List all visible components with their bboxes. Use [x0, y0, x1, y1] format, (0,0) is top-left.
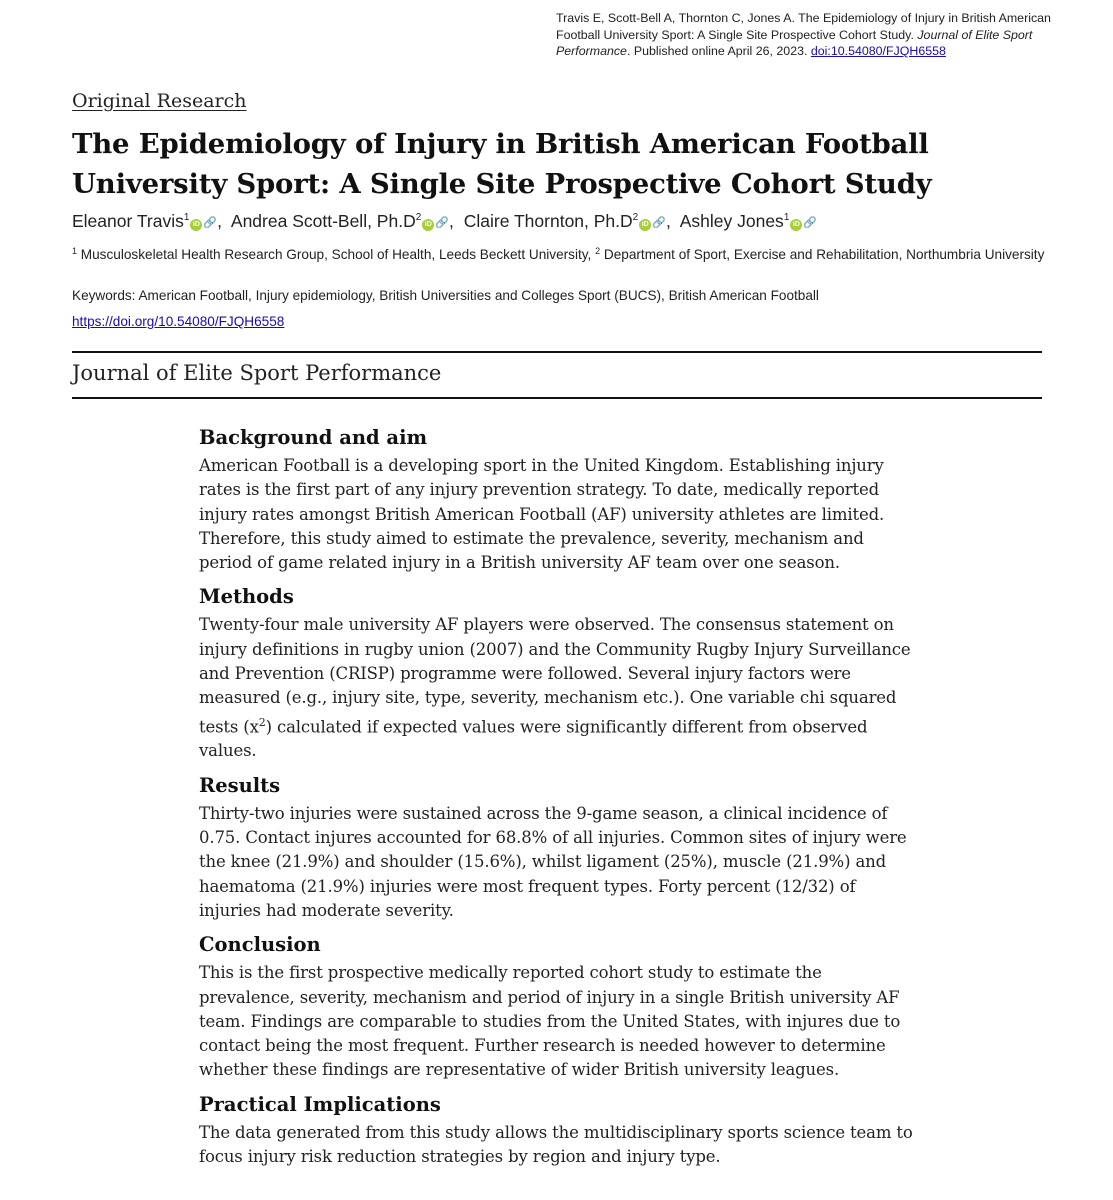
link-icon[interactable]: 🔗	[435, 217, 449, 229]
orcid-icon[interactable]: iD	[639, 219, 651, 231]
section-heading: Methods	[199, 585, 294, 609]
section-body: The data generated from this study allows the multidisciplinary sports science team to focus injury risk reduction strategies by region and injury type.	[199, 1122, 913, 1167]
section-body: Thirty-two injuries were sustained across the 9-game season, a clinical incidence of 0.75. Contact injures accounted for 68.8% of all injuries. Common sites of injury were the knee (21.9%) and shoulder (15.6%), whilst ligament (25%), muscle (21.9%) and haematoma (21.9%) injuries were most frequent types. Forty percent (12/32) of injuries had moderate severity.	[199, 803, 907, 920]
citation-published: . Published online April 26, 2023.	[626, 44, 808, 58]
orcid-icon[interactable]: iD	[422, 219, 434, 231]
article-type-link[interactable]: Original Research	[72, 90, 247, 112]
section-conclusion	[199, 931, 919, 1082]
author-affiliation-mark: 1	[183, 212, 190, 223]
author-affiliation-mark: 1	[783, 212, 790, 223]
link-icon[interactable]: 🔗	[203, 217, 218, 229]
section-background	[199, 424, 919, 575]
citation-journal: Journal of Elite Sport Performance	[556, 27, 1033, 58]
citation-block	[556, 10, 1076, 60]
link-icon[interactable]: 🔗	[652, 217, 666, 229]
divider-top	[72, 351, 1042, 353]
author-thornton[interactable]: Claire Thornton, $Ph.D^2$	[463, 211, 639, 231]
author-affiliation-mark: 2	[632, 212, 639, 223]
divider-bottom	[72, 397, 1042, 399]
abstract	[199, 424, 919, 1177]
affiliation-1: Musculoskeletal Health Research Group, School of Health, Leeds Beckett University,	[80, 247, 592, 262]
author-travis[interactable]: Eleanor Travis$^1$	[72, 211, 190, 231]
section-body: Twenty-four male university AF players were observed. The consensus statement on injury definitions in rugby union (2007) and the Community Rugby Injury Surveillance and Prevention (CRISP) programme were followed. Several injury factors were measured (e.g., injury site, type, severity, mechanism etc.). One variable chi squared tests $(x^2)$ calculated if expected values were significantly different from observed values.	[199, 615, 911, 761]
orcid-icon[interactable]: iD	[790, 219, 802, 231]
journal-name: Journal of Elite Sport Performance	[72, 361, 442, 385]
affiliations: $^1$ Musculoskeletal Health Research Group, School of Health, Leeds Beckett University, $^2$ Department of Sport, Exercise and Rehabilitation, Northumbria University	[72, 246, 1045, 262]
keywords: Keywords: American Football, Injury epidemiology, British Universities and Colleges Sport (BUCS), British American Football	[72, 288, 819, 303]
author-list: Eleanor Travis$^1$iD 🔗, Andrea Scott-Bell, $Ph.D^2iD$ 🔗, Claire Thornton, $Ph.D^2iD$ 🔗, Ashley Jones$^1$iD 🔗	[72, 211, 818, 231]
section-heading: Practical Implications	[199, 1092, 441, 1116]
author-scott-bell[interactable]: Andrea Scott-Bell, $Ph.D^2$	[230, 211, 422, 231]
link-icon[interactable]: 🔗	[803, 217, 818, 229]
orcid-icon[interactable]: iD	[190, 219, 202, 231]
section-methods	[199, 583, 919, 763]
section-body: This is the first prospective medically reported cohort study to estimate the prevalence, severity, mechanism and period of injury in a single British university AF team. Findings are comparable to studies from the United States, with injures due to contact being the most frequent. Further research is needed however to determine whether these findings are representative of wider British university leagues.	[199, 963, 901, 1080]
author-jones[interactable]: Ashley Jones$^1$	[679, 211, 790, 231]
section-heading: Conclusion	[199, 933, 321, 957]
doi-link[interactable]: https://doi.org/10.54080/FJQH6558	[72, 314, 285, 329]
citation-text: Travis E, Scott-Bell A, Thornton C, Jones A. The Epidemiology of Injury in British American Football University Sport: A Single Site Prospective Cohort Study.	[556, 11, 1051, 42]
author-affiliation-mark: 2	[415, 212, 422, 223]
section-body: American Football is a developing sport in the United Kingdom. Establishing injury rates is the first part of any injury prevention strategy. To date, medically reported injury rates amongst British American Football (AF) university athletes are limited. Therefore, this study aimed to estimate the prevalence, severity, mechanism and period of game related injury in a British university AF team over one season.	[199, 456, 885, 573]
section-heading: Results	[199, 773, 281, 797]
article-title: The Epidemiology of Injury in British American Football University Sport: A Single Site Prospective Cohort Study	[72, 128, 932, 200]
section-practical-implications	[199, 1091, 919, 1170]
affiliation-2: Department of Sport, Exercise and Rehabilitation, Northumbria University	[603, 247, 1045, 262]
section-results	[199, 772, 919, 923]
citation-doi-link[interactable]: doi:10.54080/FJQH6558	[810, 44, 946, 58]
section-heading: Background and aim	[199, 426, 428, 449]
